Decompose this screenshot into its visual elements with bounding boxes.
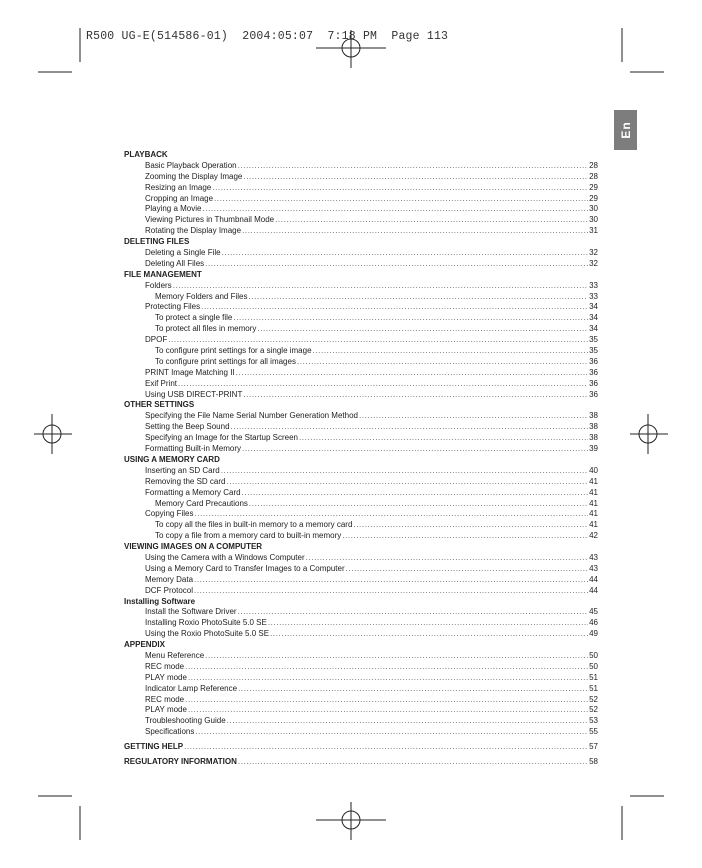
toc-entry-title: Playing a Movie — [145, 204, 202, 214]
toc-entry — [124, 357, 598, 368]
toc-page-number: 52 — [589, 694, 598, 704]
toc-dot-leader — [184, 742, 588, 753]
toc-page-number: 57 — [589, 742, 598, 752]
toc-dot-leader — [212, 183, 588, 194]
toc-section-heading — [124, 757, 598, 768]
toc-page-number: 36 — [589, 356, 598, 366]
toc-entry — [124, 335, 598, 346]
toc-entry — [124, 684, 598, 695]
toc-entry-title: DPOF — [145, 335, 168, 345]
toc-page-number: 45 — [589, 607, 598, 617]
toc-entry-title: Memory Data — [145, 574, 194, 584]
toc-dot-leader — [185, 695, 588, 706]
toc-entry-title: Indicator Lamp Reference — [145, 683, 238, 693]
toc-section-heading — [124, 270, 598, 281]
toc-dot-leader — [221, 466, 588, 477]
toc-entry — [124, 716, 598, 727]
toc-dot-leader — [268, 618, 588, 629]
toc-entry-title: DCF Protocol — [145, 585, 194, 595]
toc-dot-leader — [243, 390, 588, 401]
toc-page-number: 39 — [589, 444, 598, 454]
toc-entry-title: To protect a single file — [155, 313, 233, 323]
toc-entry-title: Cropping an Image — [145, 193, 214, 203]
toc-entry — [124, 226, 598, 237]
toc-entry-title: PLAY mode — [145, 705, 187, 715]
toc-entry-title: Formatting Built-in Memory — [145, 444, 242, 454]
toc-entry-title: Protecting Files — [145, 302, 201, 312]
toc-entry-title: Installing Software — [124, 596, 196, 606]
toc-page-number: 29 — [589, 182, 598, 192]
toc-dot-leader — [275, 215, 588, 226]
toc-dot-leader — [226, 477, 588, 488]
toc-entry-title: Copying Files — [145, 509, 194, 519]
toc-entry — [124, 444, 598, 455]
toc-page-number: 40 — [589, 465, 598, 475]
toc-entry-title: Deleting All Files — [145, 258, 205, 268]
toc-dot-leader — [238, 161, 588, 172]
toc-page-number: 32 — [589, 258, 598, 268]
toc-entry-title: Rotating the Display Image — [145, 226, 242, 236]
toc-entry — [124, 390, 598, 401]
toc-page-number: 51 — [589, 683, 598, 693]
toc-dot-leader — [233, 313, 588, 324]
toc-entry-title: Deleting a Single File — [145, 248, 221, 258]
toc-page-number: 58 — [589, 756, 598, 766]
toc-section-heading — [124, 150, 598, 161]
toc-section-heading — [124, 742, 598, 753]
toc-dot-leader — [173, 281, 588, 292]
toc-entry — [124, 629, 598, 640]
toc-entry — [124, 324, 598, 335]
toc-entry — [124, 727, 598, 738]
toc-dot-leader — [297, 357, 588, 368]
toc-dot-leader — [248, 292, 588, 303]
toc-dot-leader — [231, 422, 589, 433]
toc-page-number: 36 — [589, 378, 598, 388]
toc-entry-title: REGULATORY INFORMATION — [124, 756, 237, 766]
toc-entry-title: Formatting a Memory Card — [145, 487, 241, 497]
toc-page-number: 33 — [589, 280, 598, 290]
toc-entry — [124, 607, 598, 618]
toc-entry-title: Inserting an SD Card — [145, 465, 220, 475]
toc-page-number: 38 — [589, 422, 598, 432]
toc-page-number: 38 — [589, 433, 598, 443]
toc-page-number: 42 — [589, 531, 598, 541]
toc-entry-title: Specifications — [145, 727, 195, 737]
toc-entry — [124, 662, 598, 673]
toc-dot-leader — [227, 716, 588, 727]
toc-page-number: 30 — [589, 204, 598, 214]
toc-dot-leader — [201, 302, 588, 313]
toc-entry — [124, 499, 598, 510]
toc-page-number: 28 — [589, 171, 598, 181]
registration-mark-bottom — [316, 802, 386, 840]
toc-section-heading — [124, 597, 598, 608]
toc-entry-title: APPENDIX — [124, 640, 165, 650]
toc-page-number: 34 — [589, 313, 598, 323]
toc-entry-title: Troubleshooting Guide — [145, 716, 226, 726]
toc-entry-title: Setting the Beep Sound — [145, 422, 230, 432]
toc-entry — [124, 651, 598, 662]
toc-entry — [124, 488, 598, 499]
toc-entry — [124, 302, 598, 313]
toc-page-number: 34 — [589, 324, 598, 334]
toc-page-number: 29 — [589, 193, 598, 203]
toc-entry-title: PRINT Image Matching II — [145, 367, 235, 377]
toc-dot-leader — [178, 379, 588, 390]
toc-dot-leader — [299, 433, 588, 444]
toc-page-number: 50 — [589, 650, 598, 660]
toc-entry — [124, 553, 598, 564]
toc-entry-title: Specifying an Image for the Startup Screen — [145, 433, 298, 443]
toc-entry-title: GETTING HELP — [124, 742, 184, 752]
toc-page-number: 49 — [589, 629, 598, 639]
toc-dot-leader — [238, 607, 589, 618]
toc-dot-leader — [168, 335, 588, 346]
toc-entry-title: Install the Software Driver — [145, 607, 237, 617]
registration-mark-left — [34, 414, 72, 454]
toc-dot-leader — [242, 226, 588, 237]
toc-dot-leader — [188, 705, 588, 716]
toc-entry — [124, 313, 598, 324]
toc-page-number: 41 — [589, 509, 598, 519]
table-of-contents — [124, 150, 598, 768]
toc-page-number: 44 — [589, 585, 598, 595]
toc-page-number: 51 — [589, 672, 598, 682]
toc-dot-leader — [222, 248, 588, 259]
toc-entry-title: REC mode — [145, 661, 185, 671]
toc-entry-title: To copy a file from a memory card to built-in memory — [155, 531, 342, 541]
toc-page-number: 35 — [589, 346, 598, 356]
toc-page-number: 53 — [589, 716, 598, 726]
toc-page-number: 55 — [589, 727, 598, 737]
toc-section-heading — [124, 455, 598, 466]
registration-mark-right — [630, 414, 668, 454]
toc-page-number: 36 — [589, 367, 598, 377]
toc-dot-leader — [202, 204, 588, 215]
toc-dot-leader — [242, 488, 589, 499]
toc-dot-leader — [242, 444, 588, 455]
toc-page-number: 35 — [589, 335, 598, 345]
toc-entry-title: Exif Print — [145, 378, 178, 388]
toc-page-number: 52 — [589, 705, 598, 715]
registration-mark-top — [316, 30, 386, 68]
toc-dot-leader — [353, 520, 588, 531]
toc-page-number: 46 — [589, 618, 598, 628]
toc-entry-title: Zooming the Display Image — [145, 171, 243, 181]
toc-dot-leader — [257, 324, 588, 335]
toc-dot-leader — [205, 259, 588, 270]
toc-dot-leader — [205, 651, 588, 662]
toc-entry — [124, 433, 598, 444]
toc-page-number: 36 — [589, 389, 598, 399]
toc-entry — [124, 248, 598, 259]
toc-entry-title: USING A MEMORY CARD — [124, 454, 220, 464]
toc-dot-leader — [195, 727, 588, 738]
toc-entry-title: Memory Card Precautions — [155, 498, 248, 508]
toc-dot-leader — [194, 575, 588, 586]
toc-entry-title: PLAYBACK — [124, 150, 168, 159]
toc-entry — [124, 194, 598, 205]
toc-page-number: 41 — [589, 476, 598, 486]
toc-page-number: 32 — [589, 248, 598, 258]
toc-entry-title: Using a Memory Card to Transfer Images to a Computer — [145, 563, 345, 573]
toc-page-number: 41 — [589, 520, 598, 530]
toc-section-heading — [124, 400, 598, 411]
toc-dot-leader — [306, 553, 588, 564]
toc-entry-title: Installing Roxio PhotoSuite 5.0 SE — [145, 618, 267, 628]
toc-page-number: 31 — [589, 226, 598, 236]
toc-entry-title: To protect all files in memory — [155, 324, 257, 334]
toc-page-number: 50 — [589, 661, 598, 671]
toc-entry — [124, 466, 598, 477]
toc-dot-leader — [270, 629, 588, 640]
toc-entry — [124, 618, 598, 629]
toc-dot-leader — [342, 531, 588, 542]
toc-entry — [124, 161, 598, 172]
toc-dot-leader — [236, 368, 588, 379]
toc-entry — [124, 695, 598, 706]
toc-entry-title: VIEWING IMAGES ON A COMPUTER — [124, 542, 263, 552]
toc-page-number: 38 — [589, 411, 598, 421]
toc-entry-title: To configure print settings for all images — [155, 356, 296, 366]
toc-dot-leader — [238, 684, 588, 695]
toc-dot-leader — [243, 172, 588, 183]
toc-entry-title: Viewing Pictures in Thumbnail Mode — [145, 215, 275, 225]
toc-page-number: 41 — [589, 498, 598, 508]
toc-entry-title: Resizing an Image — [145, 182, 212, 192]
toc-page-number: 43 — [589, 552, 598, 562]
toc-dot-leader — [249, 499, 588, 510]
print-slug-header: R500 UG-E(514586-01) 2004:05:07 7:18 PM Page 113 — [86, 30, 449, 43]
toc-entry-title: Using the Camera with a Windows Computer — [145, 552, 305, 562]
toc-dot-leader — [346, 564, 588, 575]
toc-page-number: 28 — [589, 160, 598, 170]
toc-entry — [124, 509, 598, 520]
toc-entry-title: Specifying the File Name Serial Number Generation Method — [145, 411, 358, 421]
toc-entry-title: DELETING FILES — [124, 237, 190, 247]
toc-entry — [124, 422, 598, 433]
toc-entry — [124, 411, 598, 422]
toc-entry — [124, 379, 598, 390]
toc-entry-title: Using USB DIRECT-PRINT — [145, 389, 243, 399]
toc-entry — [124, 705, 598, 716]
toc-section-heading — [124, 640, 598, 651]
toc-entry — [124, 575, 598, 586]
toc-dot-leader — [188, 673, 588, 684]
toc-entry — [124, 204, 598, 215]
toc-section-heading — [124, 237, 598, 248]
toc-entry-title: PLAY mode — [145, 672, 187, 682]
toc-entry — [124, 292, 598, 303]
toc-page-number: 33 — [589, 291, 598, 301]
toc-entry — [124, 346, 598, 357]
toc-dot-leader — [238, 757, 588, 768]
toc-entry — [124, 477, 598, 488]
language-tab-label: En — [618, 121, 633, 139]
toc-page-number: 44 — [589, 574, 598, 584]
toc-page-number: 41 — [589, 487, 598, 497]
toc-dot-leader — [313, 346, 589, 357]
toc-dot-leader — [359, 411, 588, 422]
language-tab — [614, 110, 637, 150]
toc-entry-title: Using the Roxio PhotoSuite 5.0 SE — [145, 629, 270, 639]
toc-entry — [124, 673, 598, 684]
toc-entry — [124, 172, 598, 183]
toc-entry-title: OTHER SETTINGS — [124, 400, 195, 410]
toc-page-number: 43 — [589, 563, 598, 573]
toc-dot-leader — [194, 586, 588, 597]
toc-entry-title: To configure print settings for a single image — [155, 346, 312, 356]
toc-page-number: 34 — [589, 302, 598, 312]
toc-entry — [124, 259, 598, 270]
toc-entry-title: To copy all the files in built-in memory to a memory card — [155, 520, 353, 530]
toc-page-number: 30 — [589, 215, 598, 225]
toc-entry — [124, 586, 598, 597]
toc-entry — [124, 564, 598, 575]
toc-entry-title: Basic Playback Operation — [145, 160, 237, 170]
toc-entry — [124, 215, 598, 226]
toc-entry-title: FILE MANAGEMENT — [124, 269, 202, 279]
toc-entry — [124, 368, 598, 379]
toc-entry-title: Menu Reference — [145, 650, 205, 660]
toc-dot-leader — [194, 509, 588, 520]
toc-entry — [124, 531, 598, 542]
toc-entry-title: REC mode — [145, 694, 185, 704]
toc-entry-title: Memory Folders and Files — [155, 291, 248, 301]
toc-entry-title: Removing the SD card — [145, 476, 226, 486]
toc-dot-leader — [214, 194, 588, 205]
toc-dot-leader — [185, 662, 588, 673]
toc-section-heading — [124, 542, 598, 553]
toc-entry — [124, 520, 598, 531]
toc-entry — [124, 281, 598, 292]
toc-entry-title: Folders — [145, 280, 172, 290]
toc-entry — [124, 183, 598, 194]
